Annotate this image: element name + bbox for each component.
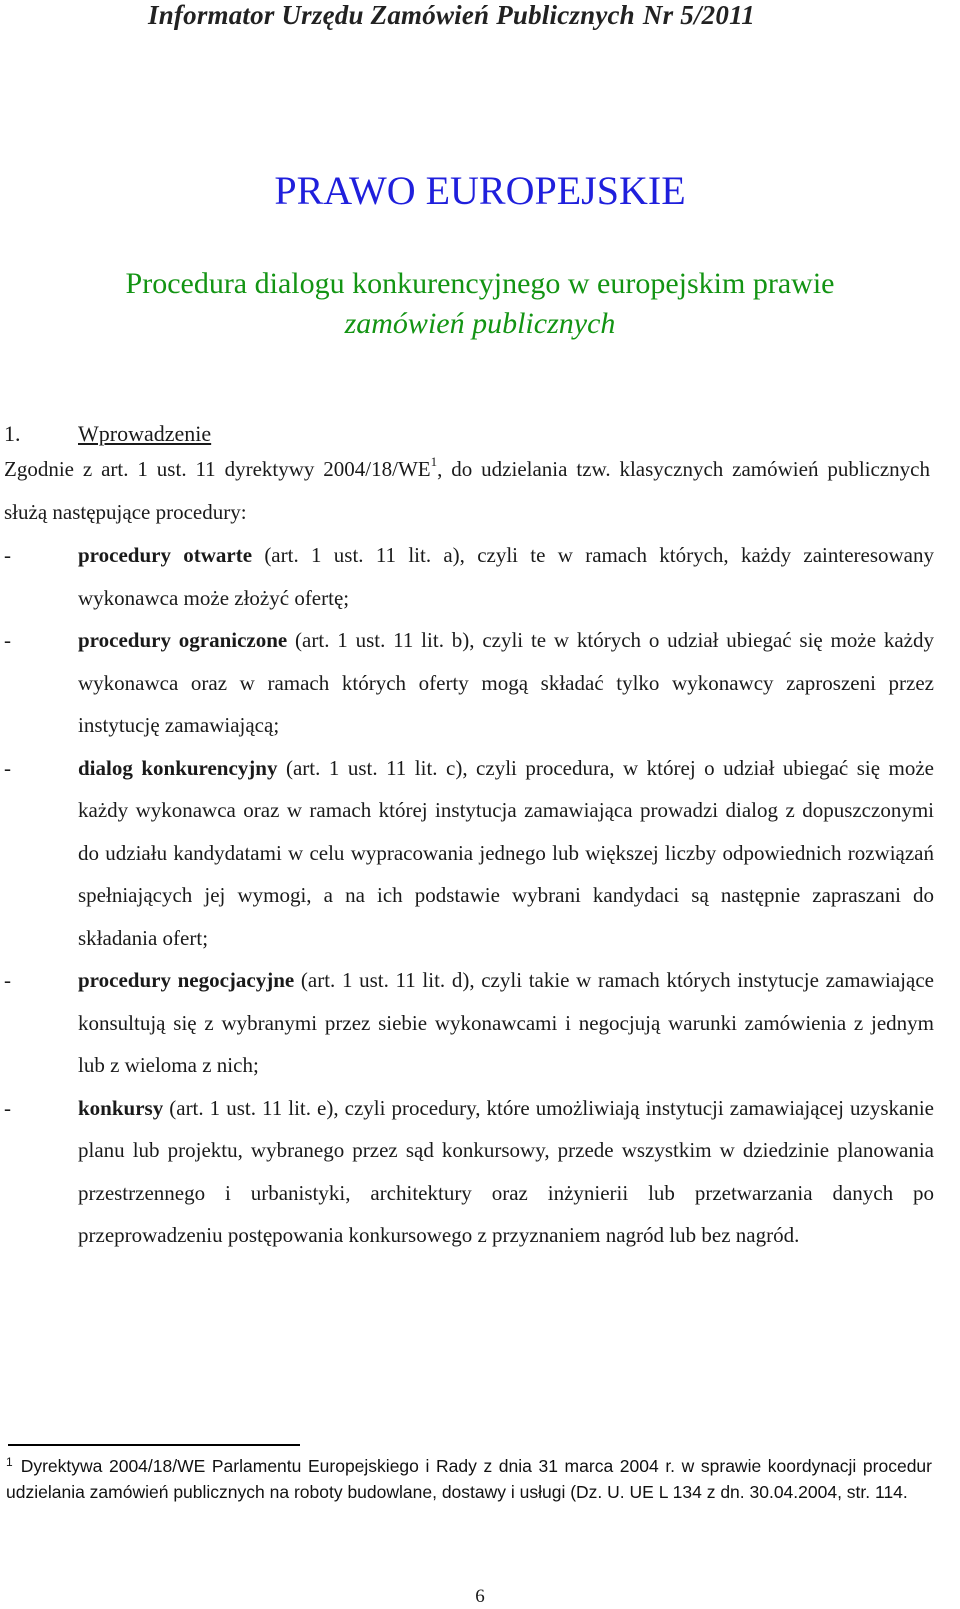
procedure-description: (art. 1 ust. 11 lit. a), czyli te w ramach których, każdy zainteresowany wykonawca może złożyć ofertę; bbox=[78, 543, 934, 610]
procedure-description: (art. 1 ust. 11 lit. c), czyli procedura, w której o udział ubiegać się może każdy wykonawca oraz w ramach której instytucja zamawiająca prowadzi dialog z dopuszczonymi do udziału kandydatami w celu wypracowania jednego lub większej liczby odpowiednich rozwiązań spełniających jej wymogi, a na ich podstawie wybrani kandydaci są następnie zapraszani do składania ofert; bbox=[78, 755, 934, 950]
procedures-list bbox=[4, 534, 934, 1257]
header-title: Informator Urzędu Zamówień Publicznych bbox=[148, 0, 635, 30]
footnote-reference[interactable]: 1 bbox=[430, 454, 438, 469]
section-title: Wprowadzenie bbox=[78, 421, 212, 446]
intro-paragraph bbox=[4, 448, 930, 534]
list-dash: - bbox=[4, 1095, 11, 1120]
list-dash: - bbox=[4, 628, 11, 652]
footnote-text: Dyrektywa 2004/18/WE Parlamentu Europejskiego i Rady z dnia 31 marca 2004 r. w sprawie koordynacji procedur udzielania zamówień publicznych na roboty budowlane, dostawy i usługi (Dz. U. UE L 134 z dn. 30.04.2004, str. 114. bbox=[6, 1456, 932, 1502]
procedure-name: procedury otwarte bbox=[78, 543, 253, 567]
procedure-name: procedury negocjacyjne bbox=[78, 968, 295, 992]
footnote bbox=[6, 1455, 932, 1504]
list-item bbox=[4, 534, 934, 619]
list-item bbox=[4, 619, 934, 747]
procedure-description: (art. 1 ust. 11 lit. d), czyli takie w ramach których instytucje zamawiające konsultują się z wybranymi przez siebie wykonawcami i negocjują warunki zamówienia z jednym lub z wieloma z nich; bbox=[78, 968, 934, 1077]
procedure-description: (art. 1 ust. 11 lit. b), czyli te w których o udział ubiegać się może każdy wykonawca oraz w ramach których oferty mogą składać tylko wykonawcy zaproszeni przez instytucję zamawiającą; bbox=[78, 628, 934, 737]
list-item bbox=[4, 1087, 934, 1257]
footnote-mark: 1 bbox=[6, 1455, 13, 1469]
intro-text-before: Zgodnie z art. 1 ust. 11 dyrektywy 2004/18/WE bbox=[4, 457, 431, 481]
list-item bbox=[4, 959, 934, 1087]
page-number: 6 bbox=[475, 1586, 485, 1607]
procedure-name: konkursy bbox=[78, 1095, 164, 1120]
running-header bbox=[148, 0, 755, 30]
main-title: PRAWO EUROPEJSKIE bbox=[274, 168, 686, 213]
list-item bbox=[4, 747, 934, 960]
section-number: 1. bbox=[4, 421, 21, 446]
list-dash: - bbox=[4, 968, 11, 992]
subtitle-line-1: Procedura dialogu konkurencyjnego w europejskim prawie bbox=[125, 267, 835, 300]
intro-text-after: , do udzielania tzw. klasycznych zamówień publicznych służą następujące procedury: bbox=[4, 457, 930, 525]
procedure-name: procedury ograniczone bbox=[78, 628, 288, 652]
section-heading bbox=[4, 420, 211, 448]
list-dash: - bbox=[4, 543, 11, 567]
procedure-name: dialog konkurencyjny bbox=[78, 755, 278, 780]
footnote-separator bbox=[8, 1444, 300, 1446]
subtitle-line-2: zamówień publicznych bbox=[344, 307, 616, 340]
list-dash: - bbox=[4, 755, 11, 780]
header-issue: Nr 5/2011 bbox=[642, 0, 755, 30]
procedure-description: (art. 1 ust. 11 lit. e), czyli procedury, które umożliwiają instytucji zamawiającej uzyskanie planu lub projektu, wybranego przez sąd konkursowy, przede wszystkim w dziedzinie planowania przestrzennego i urbanistyki, architektury oraz inżynierii lub przetwarzania danych po przeprowadzeniu postępowania konkursowego z przyznaniem nagród lub bez nagród. bbox=[78, 1095, 934, 1247]
